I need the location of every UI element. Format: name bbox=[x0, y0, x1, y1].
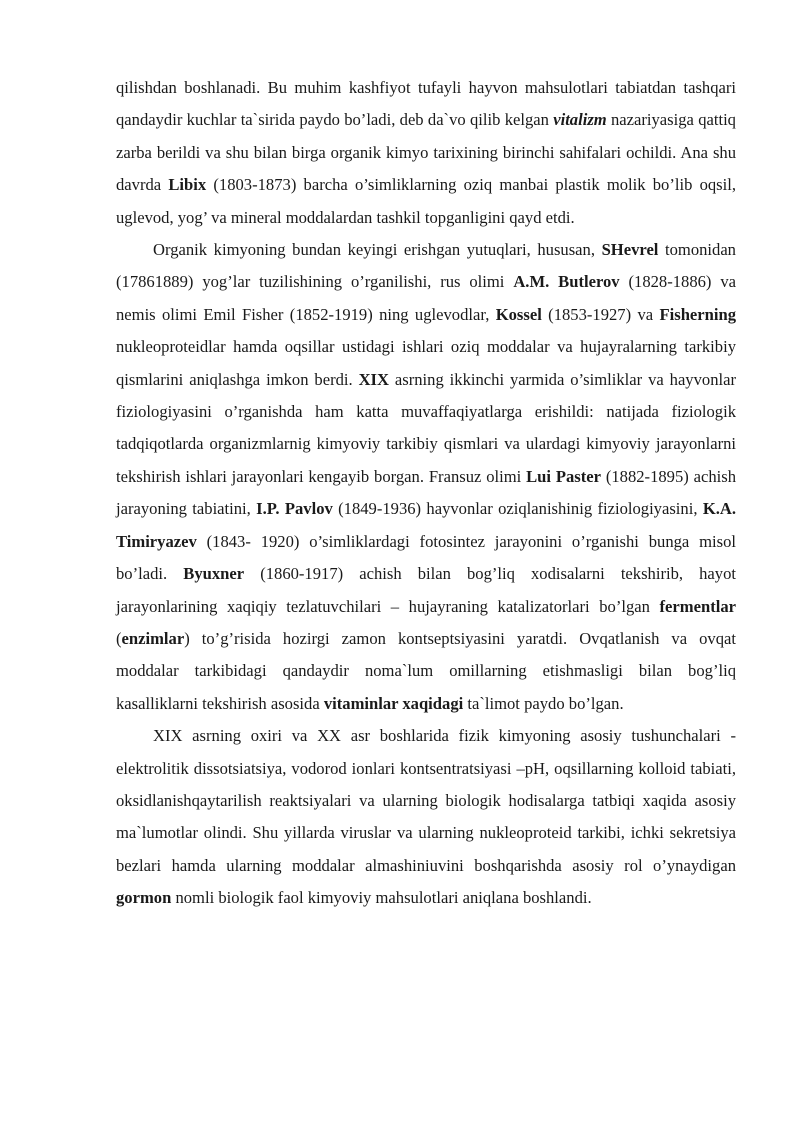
text-run: qilishdan boshlanadi. Bu muhim kashfiyot tufayli hayvon mahsulotlari tabiatdan tashqari qandaydir kuchlar ta`sirida paydo bo’ladi, deb da`vo qilib kelgan bbox=[116, 78, 736, 130]
bold-italic-term: vitalizm bbox=[553, 110, 607, 130]
paragraph-3 bbox=[116, 720, 736, 914]
bold-term: Libix bbox=[168, 175, 207, 195]
bold-term: Lui Paster bbox=[526, 466, 601, 486]
bold-term: Byuxner bbox=[183, 564, 245, 584]
bold-term: vitaminlar xaqidagi bbox=[323, 693, 464, 713]
text-run: asrning ikkinchi yarmida o’simliklar va hayvonlar fiziologiyasini o’rganishda ham katta muvaffaqiyatlarga erishildi: natijada fiziologik tadqiqotlarda organizmlarnig kimyoviy tarkibiy qismlari va ulardagi kimyoviy jarayonlarni tekshirish ishlari jarayonlari kengayib borgan. Fransuz olimi bbox=[116, 369, 736, 486]
text-run: nomli biologik faol kimyoviy mahsulotlari aniqlana boshlandi. bbox=[171, 888, 592, 908]
bold-term: gormon bbox=[116, 888, 172, 908]
bold-term: K.A. Timiryazev bbox=[116, 499, 736, 551]
text-run: nukleoproteidlar hamda oqsillar ustidagi ishlari oziq moddalar va hujayralarning tarkibiy qismlarini aniqlashga imkon berdi. bbox=[116, 337, 736, 389]
text-run: (1849-1936) hayvonlar oziqlanishinig fiziologiyasini, bbox=[332, 499, 703, 519]
bold-term: I.P. Pavlov bbox=[256, 499, 333, 519]
text-run: (1882-1895) achish jarayoning tabiatini, bbox=[116, 466, 737, 519]
text-run: (1828-1886) va nemis olimi Emil Fisher (1852-1919) ning uglevodlar, bbox=[116, 272, 736, 324]
text-run: tomonidan (17861889) yog’lar tuzilishining o’rganilishi, rus olimi bbox=[116, 240, 736, 292]
bold-term: SHevrel bbox=[601, 240, 659, 260]
paragraph-1 bbox=[116, 72, 736, 234]
text-run: (1853-1927) va bbox=[541, 304, 660, 324]
bold-term: A.M. Butlerov bbox=[513, 272, 620, 292]
bold-term: Fisherning bbox=[659, 304, 737, 324]
text-run: (1843- 1920) o’simliklardagi fotosintez jarayonini o’rganishi bunga misol bo’ladi. bbox=[116, 531, 736, 584]
document-page bbox=[116, 72, 736, 915]
text-run: Organik kimyoning bundan keyingi erishgan yutuqlari, hususan, bbox=[153, 240, 602, 260]
text-run: XIX asrning oxiri va XX asr boshlarida fizik kimyoning asosiy tushunchalari - elektrolitik dissotsiatsiya, vodorod ionlari kontsentratsiyasi –pH, oqsillarning kolloid tabiati, oksidlanishqaytarilish reaktsiyalari va ularning biologik hodisalarga tatbiqi xaqida asosiy ma`lumotlar olindi. Shu yillarda viruslar va ularning nukleoproteid tarkibi, ichki sekretsiya bezlari hamda ularning moddalar almashiniuvini boshqarishda asosiy rol o’ynaydigan bbox=[116, 726, 736, 875]
text-run: nazariyasiga qattiq zarba berildi va shu bilan birga organik kimyo tarixining birinchi sahifalari ochildi. Ana shu davrda bbox=[116, 110, 736, 195]
bold-term: fermentlar bbox=[659, 596, 736, 616]
text-run: ) to’g’risida hozirgi zamon kontseptsiyasini yaratdi. Ovqatlanish va ovqat moddalar tarkibidagi qandaydir noma`lum omillarning etishmasligi bilan bog’liq kasalliklarni tekshirish asosida bbox=[116, 628, 736, 713]
paragraph-2 bbox=[116, 234, 736, 720]
bold-term: XIX bbox=[358, 369, 389, 389]
bold-term: Kossel bbox=[495, 304, 542, 324]
text-run: (1860-1917) achish bilan bog’liq xodisalarni tekshirib, hayot jarayonlarining xaqiqiy tezlatuvchilari – hujayraning katalizatorlari bo’lgan bbox=[116, 564, 736, 616]
text-run: ( bbox=[116, 628, 122, 648]
bold-term: enzimlar bbox=[121, 628, 185, 648]
text-run: (1803-1873) barcha o’simliklarning oziq manbai plastik molik bo’lib oqsil, uglevod, yog’ va mineral moddalardan tashkil topganligini qayd etdi. bbox=[116, 175, 737, 227]
text-run: ta`limot paydo bo’lgan. bbox=[463, 693, 624, 713]
